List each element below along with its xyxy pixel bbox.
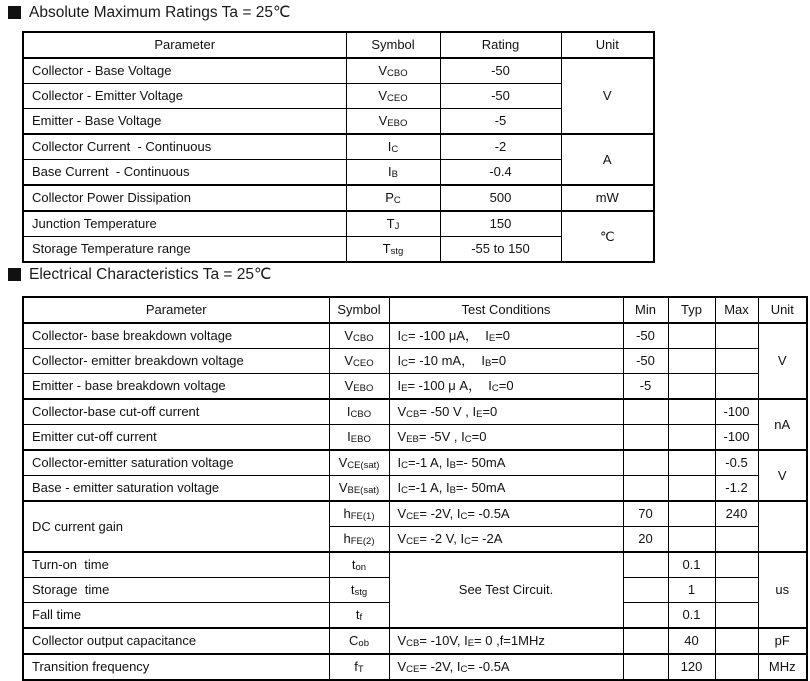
- max-cell: [715, 628, 758, 654]
- typ-cell: [668, 349, 715, 374]
- min-column-header: Min: [623, 297, 668, 323]
- symbol-cell: IB: [346, 160, 440, 186]
- unit-cell: V: [758, 323, 807, 399]
- min-cell: [623, 578, 668, 603]
- test-conditions-cell: IC=-1 A, IB=- 50mA: [389, 476, 623, 502]
- unit-cell: V: [561, 58, 654, 134]
- typ-cell: 1: [668, 578, 715, 603]
- rating-cell: -50: [440, 84, 561, 109]
- symbol-cell: IC: [346, 134, 440, 160]
- section-bullet-icon: [8, 6, 21, 19]
- typ-cell: [668, 527, 715, 553]
- typ-cell: [668, 450, 715, 476]
- typ-cell: [668, 399, 715, 425]
- parameter-cell: Collector- base breakdown voltage: [23, 323, 329, 349]
- symbol-cell: VCBO: [329, 323, 389, 349]
- unit-column-header: Unit: [758, 297, 807, 323]
- unit-cell: pF: [758, 628, 807, 654]
- max-column-header: Max: [715, 297, 758, 323]
- parameter-cell: Fall time: [23, 603, 329, 629]
- max-cell: [715, 323, 758, 349]
- unit-cell: ℃: [561, 211, 654, 262]
- max-cell: [715, 578, 758, 603]
- section-title-electrical-characteristics: [8, 265, 271, 284]
- test-conditions-cell: VCB= -10V, IE= 0 ,f=1MHz: [389, 628, 623, 654]
- parameter-cell: Collector - Base Voltage: [23, 58, 346, 84]
- unit-cell: nA: [758, 399, 807, 450]
- parameter-cell: Junction Temperature: [23, 211, 346, 237]
- max-cell: [715, 603, 758, 629]
- section-title-text: Absolute Maximum Ratings Ta = 25℃: [29, 4, 291, 21]
- parameter-cell: Emitter - Base Voltage: [23, 109, 346, 135]
- min-cell: [623, 628, 668, 654]
- parameter-cell: Collector Power Dissipation: [23, 185, 346, 211]
- typ-cell: 120: [668, 654, 715, 680]
- min-cell: [623, 476, 668, 502]
- rating-cell: -55 to 150: [440, 237, 561, 263]
- symbol-column-header: Symbol: [329, 297, 389, 323]
- test-conditions-cell: See Test Circuit.: [389, 552, 623, 628]
- symbol-cell: TJ: [346, 211, 440, 237]
- parameter-cell: Storage Temperature range: [23, 237, 346, 263]
- parameter-cell: Collector - Emitter Voltage: [23, 84, 346, 109]
- typ-cell: [668, 323, 715, 349]
- parameter-cell: Base - emitter saturation voltage: [23, 476, 329, 502]
- symbol-cell: ICBO: [329, 399, 389, 425]
- test-conditions-cell: IC= -100 μA， IE=0: [389, 323, 623, 349]
- max-cell: -100: [715, 425, 758, 451]
- symbol-cell: fT: [329, 654, 389, 680]
- symbol-cell: VCEO: [329, 349, 389, 374]
- test-conditions-cell: VCB= -50 V , IE=0: [389, 399, 623, 425]
- symbol-column-header: Symbol: [346, 32, 440, 58]
- symbol-cell: VCEO: [346, 84, 440, 109]
- min-cell: [623, 399, 668, 425]
- parameter-cell: Collector Current - Continuous: [23, 134, 346, 160]
- test-conditions-cell: IE= -100 μ A， IC=0: [389, 374, 623, 400]
- unit-cell: mW: [561, 185, 654, 211]
- unit-cell: MHz: [758, 654, 807, 680]
- min-cell: [623, 654, 668, 680]
- typ-cell: 40: [668, 628, 715, 654]
- section-bullet-icon: [8, 268, 21, 281]
- typ-cell: 0.1: [668, 603, 715, 629]
- rating-cell: 500: [440, 185, 561, 211]
- min-cell: 70: [623, 501, 668, 527]
- unit-cell: [758, 501, 807, 552]
- parameter-cell: Collector-emitter saturation voltage: [23, 450, 329, 476]
- rating-cell: -50: [440, 58, 561, 84]
- test-conditions-column-header: Test Conditions: [389, 297, 623, 323]
- symbol-cell: hFE(2): [329, 527, 389, 553]
- unit-cell: us: [758, 552, 807, 628]
- parameter-cell: Emitter cut-off current: [23, 425, 329, 451]
- typ-column-header: Typ: [668, 297, 715, 323]
- max-cell: -0.5: [715, 450, 758, 476]
- parameter-cell: Collector output capacitance: [23, 628, 329, 654]
- symbol-cell: Cob: [329, 628, 389, 654]
- unit-column-header: Unit: [561, 32, 654, 58]
- parameter-column-header: Parameter: [23, 32, 346, 58]
- rating-cell: 150: [440, 211, 561, 237]
- parameter-cell: Collector-base cut-off current: [23, 399, 329, 425]
- test-conditions-cell: IC=-1 A, IB=- 50mA: [389, 450, 623, 476]
- symbol-cell: IEBO: [329, 425, 389, 451]
- typ-cell: [668, 425, 715, 451]
- symbol-cell: tstg: [329, 578, 389, 603]
- max-cell: -100: [715, 399, 758, 425]
- unit-cell: A: [561, 134, 654, 185]
- parameter-cell: Transition frequency: [23, 654, 329, 680]
- rating-cell: -2: [440, 134, 561, 160]
- parameter-cell: Base Current - Continuous: [23, 160, 346, 186]
- min-cell: [623, 552, 668, 578]
- parameter-column-header: Parameter: [23, 297, 329, 323]
- typ-cell: 0.1: [668, 552, 715, 578]
- symbol-cell: VCBO: [346, 58, 440, 84]
- parameter-cell: DC current gain: [23, 501, 329, 552]
- min-cell: [623, 603, 668, 629]
- symbol-cell: tf: [329, 603, 389, 629]
- symbol-cell: ton: [329, 552, 389, 578]
- max-cell: 240: [715, 501, 758, 527]
- min-cell: [623, 425, 668, 451]
- max-cell: [715, 654, 758, 680]
- symbol-cell: hFE(1): [329, 501, 389, 527]
- min-cell: -50: [623, 323, 668, 349]
- max-cell: [715, 349, 758, 374]
- symbol-cell: VCE(sat): [329, 450, 389, 476]
- test-conditions-cell: VCE= -2V, IC= -0.5A: [389, 501, 623, 527]
- section-title-absolute-maximum-ratings: [8, 3, 290, 22]
- unit-cell: V: [758, 450, 807, 501]
- section-title-text: Electrical Characteristics Ta = 25℃: [29, 266, 272, 283]
- symbol-cell: Tstg: [346, 237, 440, 263]
- parameter-cell: Storage time: [23, 578, 329, 603]
- rating-column-header: Rating: [440, 32, 561, 58]
- parameter-cell: Collector- emitter breakdown voltage: [23, 349, 329, 374]
- min-cell: [623, 450, 668, 476]
- test-conditions-cell: IC= -10 mA， IB=0: [389, 349, 623, 374]
- min-cell: -50: [623, 349, 668, 374]
- max-cell: -1.2: [715, 476, 758, 502]
- max-cell: [715, 552, 758, 578]
- parameter-cell: Turn-on time: [23, 552, 329, 578]
- typ-cell: [668, 501, 715, 527]
- test-conditions-cell: VCE= -2 V, IC= -2A: [389, 527, 623, 553]
- absolute-maximum-ratings-table: [22, 31, 655, 263]
- symbol-cell: VEBO: [329, 374, 389, 400]
- rating-cell: -5: [440, 109, 561, 135]
- min-cell: -5: [623, 374, 668, 400]
- parameter-cell: Emitter - base breakdown voltage: [23, 374, 329, 400]
- max-cell: [715, 374, 758, 400]
- rating-cell: -0.4: [440, 160, 561, 186]
- test-conditions-cell: VEB= -5V , IC=0: [389, 425, 623, 451]
- electrical-characteristics-table: [22, 296, 808, 681]
- typ-cell: [668, 476, 715, 502]
- max-cell: [715, 527, 758, 553]
- min-cell: 20: [623, 527, 668, 553]
- symbol-cell: VEBO: [346, 109, 440, 135]
- typ-cell: [668, 374, 715, 400]
- symbol-cell: PC: [346, 185, 440, 211]
- symbol-cell: VBE(sat): [329, 476, 389, 502]
- test-conditions-cell: VCE= -2V, IC= -0.5A: [389, 654, 623, 680]
